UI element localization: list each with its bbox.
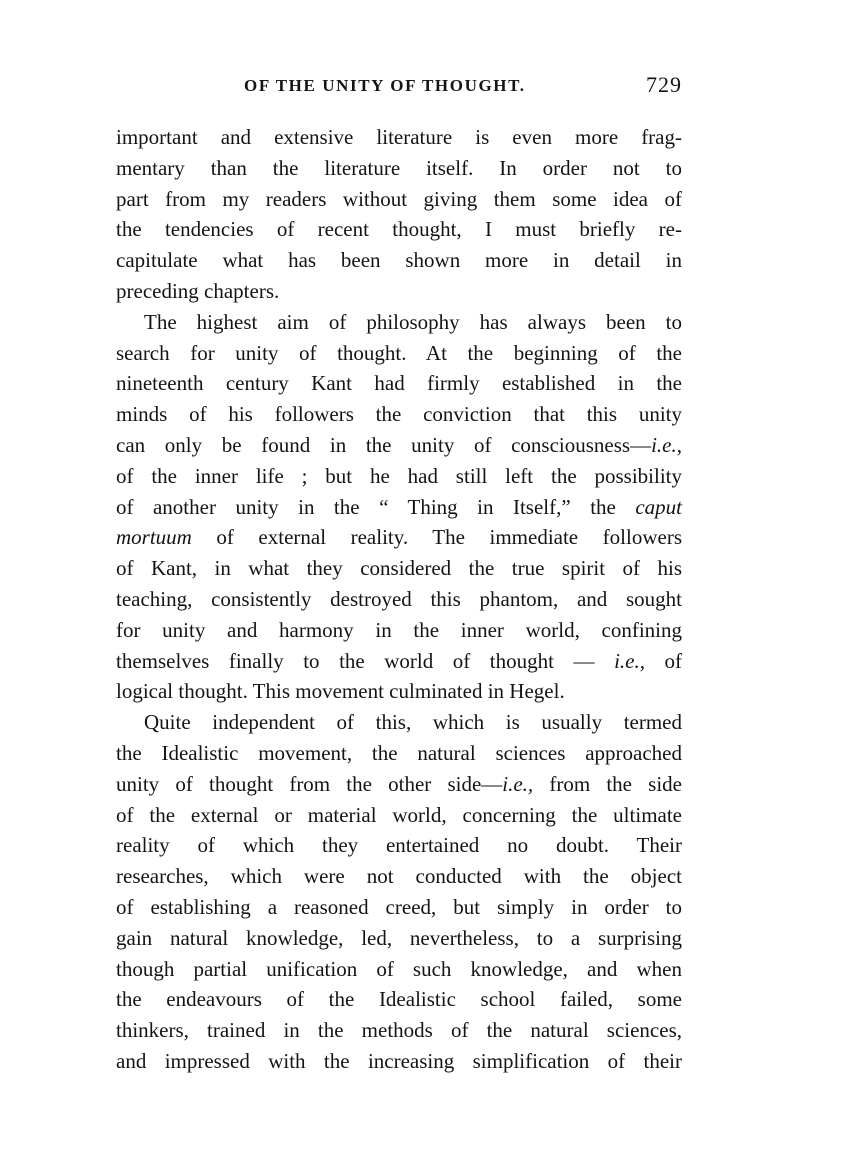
- text-line: nineteenth century Kant had firmly established in the: [116, 371, 682, 396]
- italic-text: mortuum: [116, 525, 192, 550]
- text-line: the Idealistic movement, the natural sciences approached: [116, 740, 682, 765]
- text-line: the endeavours of the Idealistic school failed, some: [116, 987, 682, 1012]
- book-page: [116, 72, 682, 1077]
- text-line: of establishing a reasoned creed, but simply in order to: [116, 894, 682, 919]
- paragraph-1: [116, 122, 682, 307]
- text-line: of the external or material world, concerning the ultimate: [116, 802, 682, 827]
- text-line: mortuum of external reality. The immediate followers: [116, 525, 682, 550]
- text-line: teaching, consistently destroyed this phantom, and sought: [116, 586, 682, 611]
- text-line: minds of his followers the conviction that this unity: [116, 402, 682, 427]
- text-line: themselves finally to the world of thought — i.e., of: [116, 648, 682, 673]
- text-line: and impressed with the increasing simplification of their: [116, 1048, 682, 1073]
- text-line: unity of thought from the other side—i.e., from the side: [116, 771, 682, 796]
- running-title: OF THE UNITY OF THOUGHT.: [244, 76, 526, 95]
- text-line: of the inner life ; but he had still left the possibility: [116, 463, 682, 488]
- paragraph-3: [116, 707, 682, 1077]
- text-line: Quite independent of this, which is usually termed: [144, 710, 682, 735]
- text-line: gain natural knowledge, led, nevertheless, to a surprising: [116, 925, 682, 950]
- text-line: mentary than the literature itself. In order not to: [116, 155, 682, 180]
- text-line: thinkers, trained in the methods of the natural sciences,: [116, 1018, 682, 1043]
- text-line: preceding chapters.: [116, 278, 280, 303]
- text-line: the tendencies of recent thought, I must briefly re-: [116, 217, 682, 242]
- text-line: for unity and harmony in the inner world, confining: [116, 617, 682, 642]
- paragraph-2: [116, 307, 682, 707]
- text-line: of another unity in the “ Thing in Itself,” the caput: [116, 494, 682, 519]
- running-head: [116, 72, 682, 102]
- page-number: 729: [646, 72, 682, 97]
- text-line: capitulate what has been shown more in detail in: [116, 248, 682, 273]
- text-line: reality of which they entertained no doubt. Their: [116, 833, 682, 858]
- italic-text: caput: [635, 494, 682, 519]
- text-line: search for unity of thought. At the beginning of the: [116, 340, 682, 365]
- text-line: of Kant, in what they considered the true spirit of his: [116, 556, 682, 581]
- text-line: researches, which were not conducted with the object: [116, 864, 682, 889]
- text-line: important and extensive literature is even more frag-: [116, 125, 682, 149]
- text-line: logical thought. This movement culminated in Hegel.: [116, 679, 565, 704]
- italic-text: i.e.,: [614, 648, 645, 673]
- text-line: part from my readers without giving them some idea of: [116, 186, 682, 211]
- italic-text: i.e.,: [502, 771, 534, 796]
- text-line: can only be found in the unity of consciousness—i.e.,: [116, 432, 682, 457]
- text-line: The highest aim of philosophy has always been to: [144, 309, 682, 334]
- text-line: though partial unification of such knowledge, and when: [116, 956, 682, 981]
- italic-text: i.e.,: [651, 432, 682, 457]
- body-text: [116, 122, 682, 1077]
